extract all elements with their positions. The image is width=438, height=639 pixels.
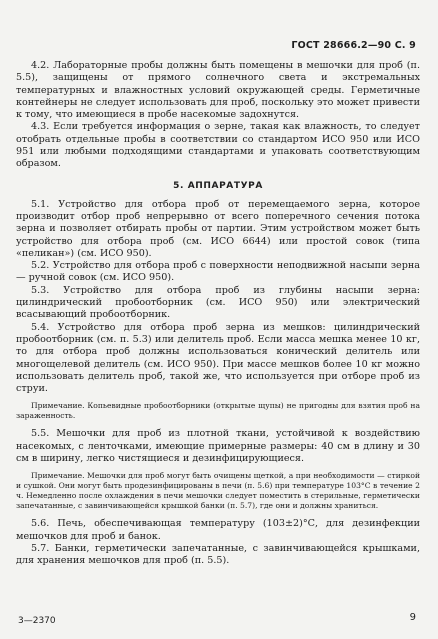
page-body [16, 60, 420, 568]
paragraph-5-2: 5.2. Устройство для отбора проб с поверхности неподвижной насыпи зерна — ручной совок (см. ИСО 950). [16, 260, 420, 284]
paragraph-5-5: 5.5. Мешочки для проб из плотной ткани, устойчивой к воздействию насекомых, с ленточками, имеющие примерные размеры: 40 см в длину и 30 см в ширину, легко чистящиеся и дезинфицирующиеся. [16, 428, 420, 465]
paragraph-5-3: 5.3. Устройство для отбора проб из глубины насыпи зерна: цилиндрический пробоотборник (см. ИСО 950) или электрический всасывающий пробоотборник. [16, 284, 420, 321]
paragraph-4-3: 4.3. Если требуется информация о зерне, такая как влажность, то следует отобрать отдельные пробы в соответствии со стандартом ИСО 950 или ИСО 951 или любыми подходящими стандартами и упаковать соответствующим образом. [16, 121, 420, 170]
page-number: 9 [409, 612, 416, 623]
page-header-standard: ГОСТ 28666.2—90 С. 9 [291, 40, 416, 51]
section-5-title: 5. АППАРАТУРА [173, 180, 263, 191]
paragraph-5-7: 5.7. Банки, герметически запечатанные, с завинчивающейся крышками, для хранения мешочков для проб (п. 5.5). [16, 542, 420, 567]
paragraph-5-4: 5.4. Устройство для отбора проб зерна из мешков: цилиндрический пробоотборник (см. п. 5.3) или делитель проб. Если масса мешка менее 10 кг, то для отбора проб должны использоваться конический делитель или многощелевой делитель (см. ИСО 950). При массе мешков более 10 кг можно использовать делитель проб, такой же, что используется при отборе проб из струи. [16, 321, 420, 395]
note-2: Примечание. Мешочки для проб могут быть очищены щеткой, а при необходимости — стиркой и сушкой. Они могут быть продезинфицированы в печи (п. 5.6) при температуре 103°С в течение 2 ч. Немедленно после охлаждения в печи мешочки следует поместить в стерильные, герметически запечатанные, с завинчивающейся крышкой банки (п. 5.7), где они и должны храниться. [16, 471, 420, 511]
paragraph-5-6: 5.6. Печь, обеспечивающая температуру (103±2)°С, для дезинфекции мешочков для проб и банок. [16, 518, 420, 542]
paragraph-5-1: 5.1. Устройство для отбора проб от перемещаемого зерна, которое производит отбор проб непрерывно от всего поперечного сечения потока зерна и позволяет отбирать пробы от партии. Этим устройством может быть устройство для отбора проб (см. ИСО 6644) или простой совок (типа «пеликан») (см. ИСО 950). [16, 198, 420, 259]
paragraph-4-2: 4.2. Лабораторные пробы должны быть помещены в мешочки для проб (п. 5.5), защищены от прямого солнечного света и экстремальных температурных и влажностных условий окружающей среды. Герметичные контейнеры не следует использовать для проб, поскольку это может привести к тому, что имеющиеся в пробе насекомые задохнутся. [16, 60, 420, 121]
note-1: Примечание. Копьевидные пробоотборники (открытые щупы) не пригодны для взятия проб на зараженность. [16, 401, 420, 421]
footer-signature: 3—2370 [18, 616, 56, 626]
